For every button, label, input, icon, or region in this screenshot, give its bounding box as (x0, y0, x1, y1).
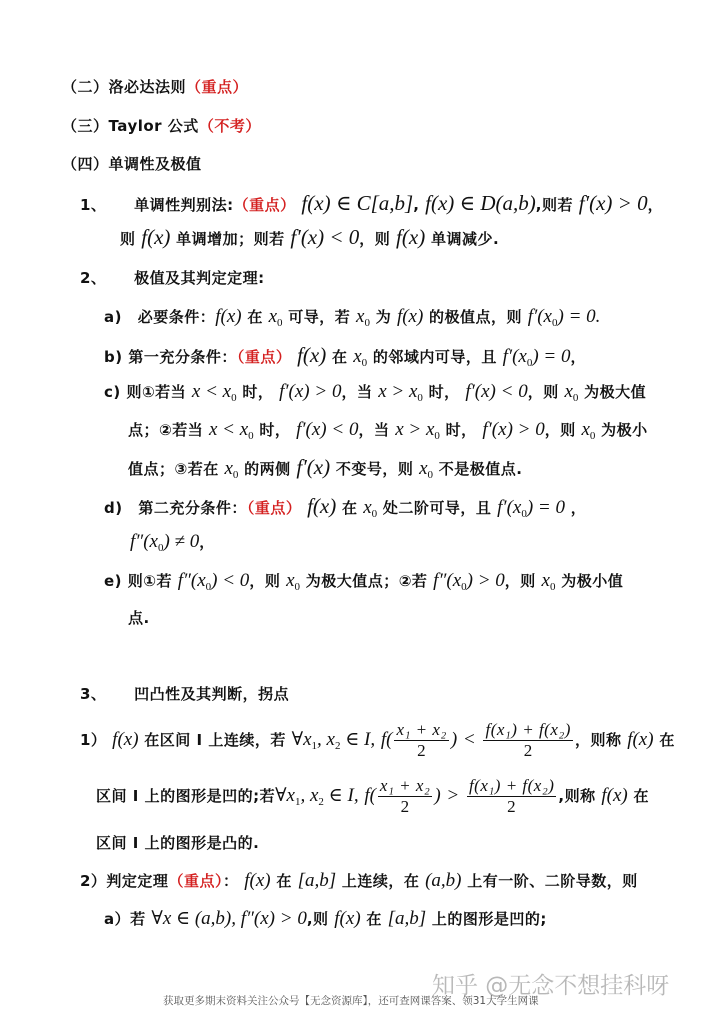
math-expr: f′(x) > 0 (578, 191, 648, 215)
math-expr: $f''(x_0) > 0$ (433, 570, 505, 593)
math-part: f″(x (130, 531, 158, 552)
text: 为 (375, 308, 392, 326)
math-expr: $x < x_0$ (191, 381, 237, 404)
text: 时， (242, 383, 274, 401)
text: 时， (428, 383, 460, 401)
text: ： (222, 872, 239, 890)
math-expr: $f'(x_0) = 0$ (502, 346, 571, 369)
text: 点；②若当 (128, 421, 204, 439)
math-part: ) = 0 (526, 497, 566, 518)
item2-b (104, 344, 586, 374)
key-point-tag: （重点） (233, 196, 296, 214)
math-expr: f′(x) > 0 (279, 381, 342, 402)
numerator: f(x₁) + f(x₂) (485, 720, 571, 739)
math-part: x < x (208, 419, 249, 440)
interval-label: I (132, 834, 139, 852)
math-x0: $x_0$ (286, 570, 300, 593)
math-expr: $f''(x_0) < 0$ (177, 570, 250, 593)
text: 为极小 (601, 421, 648, 439)
text: 上的图形是凹的; (431, 910, 547, 928)
key-point-tag: （重点） (168, 872, 223, 890)
heading-lhospital (62, 76, 248, 98)
math-part: f′(x (502, 346, 527, 367)
item2-d-line1 (104, 495, 586, 525)
fraction-average (467, 776, 556, 817)
math-part: , x (300, 785, 319, 806)
math-expr: $f'(x_0) = 0$ (497, 497, 566, 520)
text: ，当 (341, 383, 373, 401)
math-expr: ∀x ∈ (a,b), f″(x) > 0 (151, 908, 307, 929)
denominator: 2 (507, 797, 517, 816)
math-expr: f(x) (396, 225, 426, 249)
text: ，则 (527, 383, 559, 401)
key-point-tag: （重点） (246, 499, 302, 517)
math-expr: f(x) (334, 908, 361, 929)
item2-e-line1 (104, 570, 623, 598)
math-part: ∈ I, (340, 729, 376, 750)
math-part: ∀x (291, 729, 312, 750)
text: 单调性判别法: (134, 196, 234, 214)
math-part: x (564, 381, 573, 402)
text: 第二充分条件： (138, 499, 247, 517)
text: 则 (120, 230, 136, 248)
math-part: , x (317, 729, 335, 750)
math-part: x (581, 419, 590, 440)
zhihu-watermark: 知乎 @无念不想挂科呀 (432, 973, 670, 999)
item2-e-line2 (128, 607, 150, 629)
text: 值点；③若在 (128, 460, 219, 478)
fraction-average (483, 720, 572, 761)
relation: < (462, 729, 476, 750)
math-expr: $f'(x_0) = 0$. (527, 306, 601, 329)
text: 点. (128, 609, 150, 627)
text: 上连续，若 (208, 731, 286, 749)
math-part: x (224, 458, 233, 479)
math-part: ) = 0 (532, 346, 571, 367)
math-expr: $x > x_0$ (395, 419, 440, 442)
sub-label: d) (104, 499, 123, 517)
text: ， (570, 348, 587, 366)
text: 在 (341, 499, 358, 517)
text: , (413, 196, 420, 214)
text: 时， (259, 421, 291, 439)
math-x0: $x_0$ (564, 381, 579, 404)
heading-text: （三）Taylor 公式 (62, 117, 199, 135)
text: ，则 (504, 572, 536, 590)
not-tested-tag: （不考） (198, 117, 261, 135)
fraction-midpoint (394, 720, 448, 761)
math-expr: f′(x) > 0 (482, 419, 545, 440)
math-part: f( (364, 785, 376, 806)
math-part: f″(x (433, 570, 462, 591)
heading-text: （二）洛必达法则 (62, 78, 187, 96)
text: 在 (276, 872, 292, 890)
item1-line1 (80, 192, 663, 216)
text: ，则 (359, 230, 391, 248)
math-expr: $\forall x_1$, $x_2$ ∈ I, (275, 785, 359, 808)
text: ， (199, 533, 215, 551)
fraction-midpoint (378, 776, 432, 817)
text: 在区间 (144, 731, 191, 749)
math-x0: $x_0$ (363, 497, 378, 520)
text: 凹凸性及其判断，拐点 (134, 685, 290, 703)
math-part: x > x (378, 381, 418, 402)
item-number: 1、 (80, 196, 107, 214)
math-expr: f(x) ∈ D(a,b) (425, 191, 536, 215)
math-part: x (286, 570, 295, 591)
math-x0: $x_0$ (541, 570, 556, 593)
math-part: ) (450, 729, 458, 750)
math-expr: f(x) (297, 343, 327, 367)
math-expr: f(x) (601, 785, 628, 806)
math-expr: f(x) (112, 729, 139, 750)
math-x0: $x_0$ (356, 306, 370, 329)
text: 为极大值点；②若 (305, 572, 428, 590)
denominator: 2 (400, 797, 410, 816)
text: 的邻域内可导，且 (372, 348, 497, 366)
heading-text: （四）单调性及极值 (62, 155, 202, 173)
text: ， (570, 499, 587, 517)
text: 上的图形是凸的. (144, 834, 260, 852)
text: 在 (633, 787, 649, 805)
denominator: 2 (417, 741, 427, 760)
math-part: ) ≠ 0 (163, 531, 200, 552)
math-part: x > x (395, 419, 435, 440)
math-expr: f′(x) < 0 (290, 225, 360, 249)
item-number: 2、 (80, 269, 107, 287)
item2-c-line2 (128, 419, 648, 447)
text: ， (647, 196, 664, 214)
item3-p1-line3 (96, 832, 259, 854)
text: 第一充分条件： (128, 348, 237, 366)
numerator: f(x₁) + f(x₂) (468, 776, 555, 795)
sub-label: 2）判定定理 (80, 872, 169, 890)
text: ,则 (306, 910, 329, 928)
math-part: x (419, 458, 428, 479)
sub-label: a）若 (104, 910, 146, 928)
text: 在 (331, 348, 348, 366)
text: 在 (659, 731, 675, 749)
math-expr: $x > x_0$ (378, 381, 423, 404)
math-expr: [a,b] (387, 908, 427, 929)
sub-label: c) (104, 383, 121, 401)
math-expr: (a,b) (425, 870, 462, 891)
text: 上有一阶、二阶导数，则 (467, 872, 638, 890)
item3-p1-line1 (80, 718, 675, 768)
sub-label: a) (104, 308, 122, 326)
text: 上的图形是凹的;若 (144, 787, 276, 805)
math-expr: f(x) (396, 306, 424, 327)
math-part: ) > 0 (466, 570, 505, 591)
text: 为极大值 (584, 383, 647, 401)
math-part: f′(x (527, 306, 552, 327)
sub-label: b) (104, 348, 123, 366)
text: 处二阶可导，且 (382, 499, 492, 517)
math-expr: f′(x) < 0 (465, 381, 528, 402)
numerator: x₁ + x₂ (379, 776, 431, 795)
math-x0: $x_0$ (353, 346, 368, 369)
text: 的极值点，则 (429, 308, 523, 326)
math-part: ∀x (275, 785, 295, 806)
text: 可导，若 (288, 308, 351, 326)
heading-monotonicity (62, 153, 202, 175)
math-expr: f(x) ∈ C[a,b] (301, 191, 414, 215)
math-part: f( (380, 729, 393, 750)
text: 极值及其判定定理: (134, 269, 265, 287)
item2-d-line2 (130, 531, 215, 559)
math-part: f′(x (497, 497, 522, 518)
math-part: x < x (191, 381, 232, 402)
text: 则①若 (127, 572, 172, 590)
math-x0: $x_0$ (419, 458, 434, 481)
text: ，则 (249, 572, 281, 590)
math-expr: $\forall x_1$, $x_2$ ∈ I, (291, 729, 376, 752)
footer-promo-text: 获取更多期末资料关注公众号【无念资源库】，还可查网课答案、领31大学生网课 (163, 995, 539, 1007)
text: 在 (247, 308, 263, 326)
item3-p1-line2 (96, 774, 649, 824)
math-expr: f(x) (307, 494, 337, 518)
text: 上连续，在 (341, 872, 420, 890)
math-expr: f(x) (627, 729, 654, 750)
text: 的两侧 (244, 460, 291, 478)
text: 时， (445, 421, 477, 439)
text: ,则若 (535, 196, 573, 214)
math-part: ∈ I, (323, 785, 359, 806)
text: 不变号，则 (335, 460, 414, 478)
item2-title (80, 267, 265, 289)
key-point-tag: （重点） (236, 348, 292, 366)
interval-label: I (132, 787, 139, 805)
item-number: 3、 (80, 685, 107, 703)
text: 区间 (96, 834, 128, 852)
text: 则①若当 (126, 383, 187, 401)
sub-label: 1） (80, 731, 107, 749)
item3-p2-line1 (80, 870, 638, 892)
item1-line2 (120, 226, 499, 250)
text: 不是极值点. (438, 460, 523, 478)
math-expr: f(x) (244, 870, 271, 891)
math-x0: $x_0$ (268, 306, 283, 329)
math-expr: [a,b] (297, 870, 337, 891)
heading-taylor (62, 115, 261, 137)
numerator: x₁ + x₂ (396, 720, 447, 739)
text: 区间 (96, 787, 128, 805)
math-expr: f(x) (215, 306, 242, 327)
interval-label: I (196, 731, 203, 749)
math-part: ) < 0 (211, 570, 250, 591)
math-x0: $x_0$ (224, 458, 239, 481)
math-expr: $f''(x_0) \ne 0$ (130, 531, 200, 554)
math-x0: $x_0$ (581, 419, 596, 442)
item2-c-line3 (128, 456, 522, 486)
math-part: f″(x (177, 570, 206, 591)
item2-c-line1 (104, 381, 646, 409)
text: ，则 (544, 421, 576, 439)
text: 必要条件： (137, 308, 216, 326)
math-expr: f′(x) (296, 455, 331, 479)
math-expr: f(x) (141, 225, 171, 249)
text: 在 (366, 910, 382, 928)
text: 单调减少. (430, 230, 500, 248)
sub-label: e) (104, 572, 123, 590)
denominator: 2 (523, 741, 533, 760)
math-part: ) = 0. (557, 306, 601, 327)
item2-a (104, 306, 600, 334)
text: ，当 (358, 421, 390, 439)
text: ,则称 (558, 787, 596, 805)
text: 单调增加；则若 (176, 230, 285, 248)
item3-p2-a (104, 908, 547, 930)
relation: > (446, 785, 460, 806)
math-part: ) (434, 785, 441, 806)
math-part: x (541, 570, 550, 591)
item3-title (80, 683, 289, 705)
text: 为极小值 (561, 572, 624, 590)
math-expr: f′(x) < 0 (296, 419, 359, 440)
math-expr: $x < x_0$ (208, 419, 254, 442)
text: ，则称 (574, 731, 622, 749)
key-point-tag: （重点） (186, 78, 249, 96)
